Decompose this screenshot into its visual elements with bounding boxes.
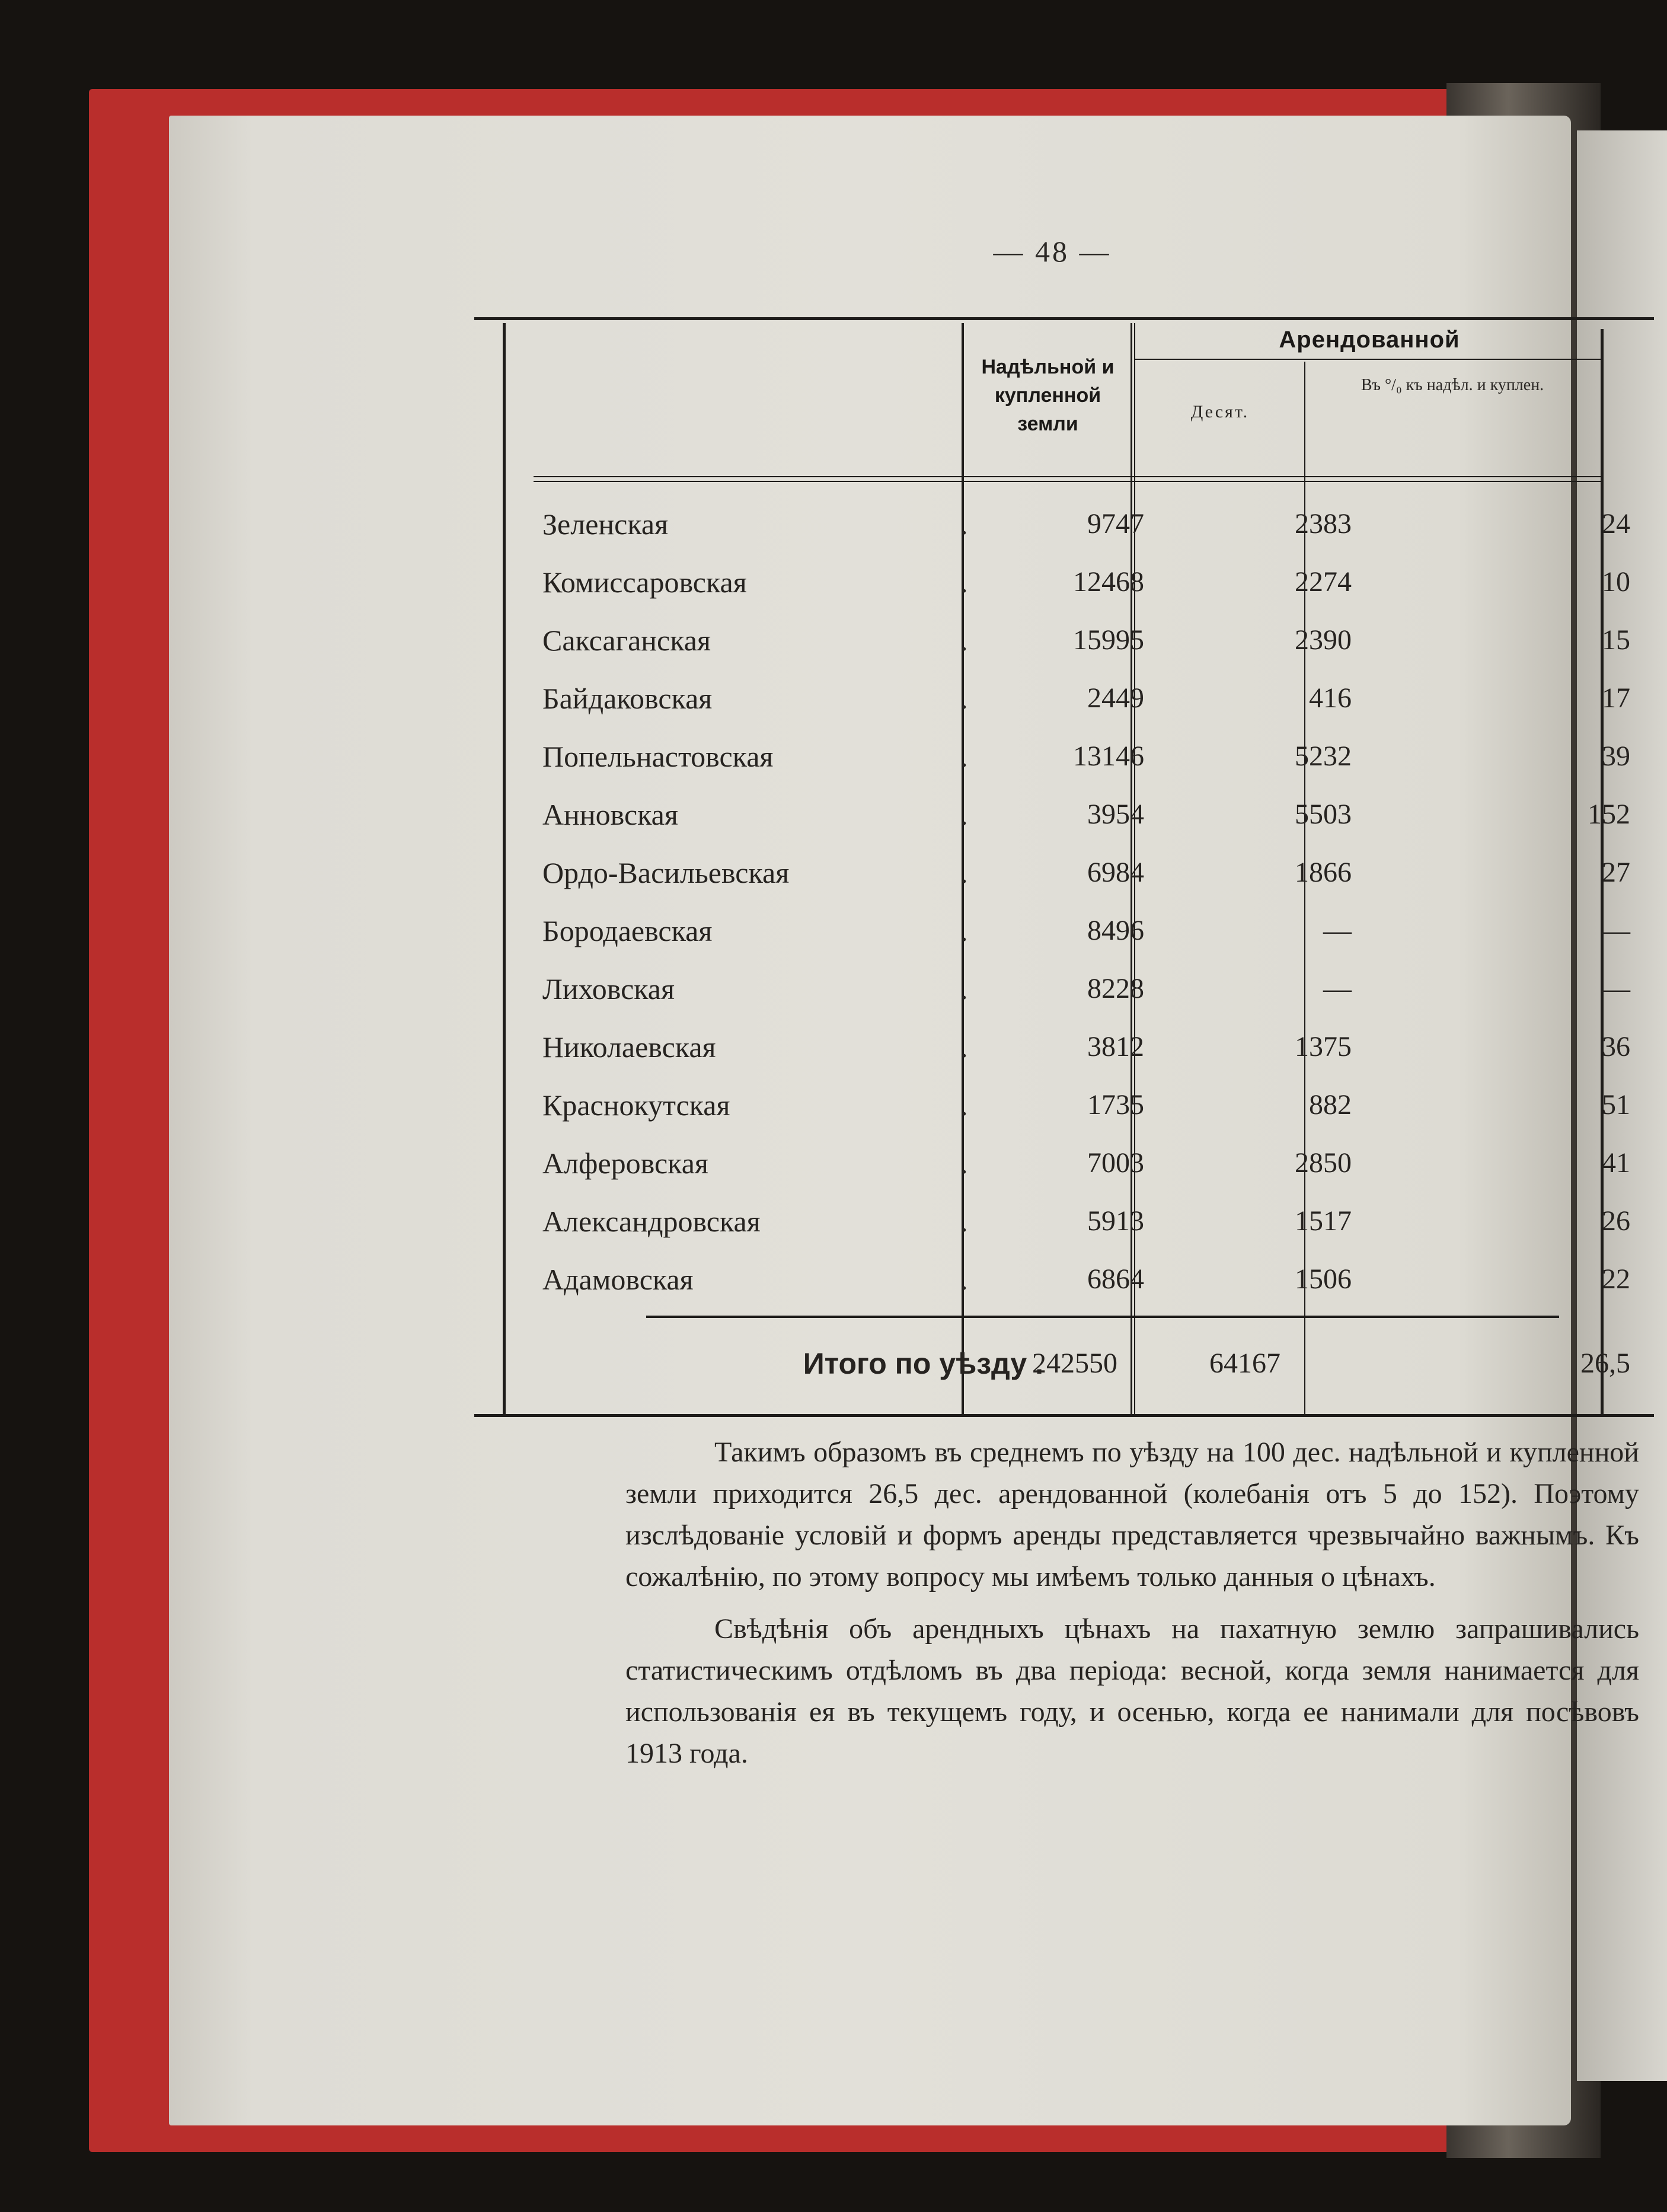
- own-land-value: 8228: [1087, 973, 1144, 1004]
- district-name: Комиссаровская: [542, 566, 747, 599]
- page-number: — 48 —: [993, 235, 1112, 268]
- rented-percent-value: 26: [1602, 1205, 1630, 1237]
- leader-dot: .: [960, 682, 968, 715]
- leader-dot: .: [960, 1147, 968, 1180]
- rented-desiat-value: 2274: [1295, 566, 1352, 598]
- total-own-value: 242550: [1032, 1348, 1117, 1379]
- own-land-value: 2449: [1087, 682, 1144, 714]
- district-name: Бородаевская: [542, 914, 713, 947]
- rented-desiat-value: 1506: [1295, 1263, 1352, 1295]
- total-percent-value: 26,5: [1580, 1348, 1630, 1379]
- district-name: Анновская: [542, 798, 678, 831]
- own-land-value: 6864: [1087, 1263, 1144, 1295]
- statistics-table: [474, 317, 1654, 1544]
- rented-desiat-value: 1866: [1295, 857, 1352, 888]
- rented-desiat-value: —: [1323, 915, 1352, 946]
- own-land-value: 3812: [1087, 1031, 1144, 1062]
- district-name: Саксаганская: [542, 624, 711, 657]
- rented-percent-value: 36: [1602, 1031, 1630, 1062]
- leader-dot: .: [960, 1030, 968, 1064]
- rented-percent-value: 41: [1602, 1147, 1630, 1179]
- rented-percent-value: 22: [1602, 1263, 1630, 1295]
- leader-dot: .: [960, 1263, 968, 1296]
- district-name: Попельнастовская: [542, 740, 774, 773]
- own-land-value: 3954: [1087, 799, 1144, 830]
- own-land-value: 6984: [1087, 857, 1144, 888]
- own-land-value: 1735: [1087, 1089, 1144, 1121]
- own-land-value: 9747: [1087, 508, 1144, 540]
- leader-dot: .: [960, 972, 968, 1006]
- leader-dot: .: [960, 1089, 968, 1122]
- rented-desiat-value: 416: [1309, 682, 1352, 714]
- paragraph: Такимъ образомъ въ среднемъ по уѣзду на 100 дес. надѣльной и купленной земли приходится 26,5 дес. арендованной (колебанія отъ 5 до 152). Поэтому изслѣдованіе условій и формъ аренды представляется чрезвычайно важнымъ. Къ сожалѣнію, по этому вопросу мы имѣемъ только данныя о цѣнахъ.: [625, 1437, 1639, 1592]
- table-row: [474, 1018, 1654, 1076]
- paragraph: Свѣдѣнія объ арендныхъ цѣнахъ на пахатную землю запрашивались статистическимъ отдѣломъ въ два періода: весной, когда земля нанимается для использованія ея въ текущемъ году, и осенью, когда ее нанимали для посѣвовъ 1913 года.: [625, 1613, 1639, 1769]
- table-row: [474, 1192, 1654, 1250]
- book-page: [169, 116, 1639, 2125]
- leader-dot: .: [960, 740, 968, 773]
- table-row: [474, 727, 1654, 786]
- own-land-value: 13146: [1073, 740, 1144, 772]
- district-name: Краснокутская: [542, 1089, 730, 1122]
- district-name: Николаевская: [542, 1030, 716, 1064]
- own-land-value: 15995: [1073, 624, 1144, 656]
- table-row: [474, 669, 1654, 727]
- table-top-rule: [474, 317, 1654, 320]
- leader-dot: .: [960, 507, 968, 541]
- rented-percent-value: 27: [1602, 857, 1630, 888]
- rented-desiat-value: 1517: [1295, 1205, 1352, 1237]
- rented-percent-value: 17: [1602, 682, 1630, 714]
- table-row: [474, 553, 1654, 611]
- header-desiat: Десят.: [1190, 402, 1250, 422]
- rented-percent-value: 51: [1602, 1089, 1630, 1121]
- table-row: [474, 786, 1654, 844]
- table-row: [474, 902, 1654, 960]
- rented-percent-value: 15: [1602, 624, 1630, 656]
- rented-percent-value: —: [1602, 973, 1630, 1004]
- header-rule-1: [534, 476, 1601, 477]
- district-name: Адамовская: [542, 1263, 694, 1296]
- rented-desiat-value: 5232: [1295, 740, 1352, 772]
- own-land-value: 8496: [1087, 915, 1144, 946]
- group-header-rule: [1135, 359, 1601, 360]
- rented-desiat-value: 5503: [1295, 799, 1352, 830]
- rented-desiat-value: 2850: [1295, 1147, 1352, 1179]
- total-label: Итого по уѣзду .: [803, 1347, 1043, 1380]
- total-rented-value: 64167: [1209, 1348, 1280, 1379]
- leader-dot: .: [960, 914, 968, 947]
- table-row: [474, 1134, 1654, 1192]
- header-percent: Въ °/₀ къ надѣл. и куплен.: [1361, 376, 1544, 394]
- district-name: Байдаковская: [542, 682, 713, 715]
- table-bottom-rule: [474, 1414, 1654, 1417]
- leader-dot: .: [960, 1205, 968, 1238]
- own-land-value: 12468: [1073, 566, 1144, 598]
- leader-dot: .: [960, 566, 968, 599]
- rented-percent-value: 24: [1602, 508, 1630, 540]
- district-name: Алферовская: [542, 1147, 708, 1180]
- own-land-value: 7003: [1087, 1147, 1144, 1179]
- rented-percent-value: —: [1602, 915, 1630, 946]
- district-name: Лиховская: [542, 972, 675, 1006]
- table-row: [474, 1076, 1654, 1134]
- rented-desiat-value: —: [1323, 973, 1352, 1004]
- total-rule: [646, 1316, 1559, 1318]
- district-name: Александровская: [542, 1205, 761, 1238]
- district-name: Ордо-Васильевская: [542, 856, 790, 889]
- table-row: [474, 611, 1654, 669]
- own-land-value: 5913: [1087, 1205, 1144, 1237]
- rented-desiat-value: 2390: [1295, 624, 1352, 656]
- leader-dot: .: [960, 856, 968, 889]
- body-text: [625, 1432, 1639, 1774]
- rented-desiat-value: 1375: [1295, 1031, 1352, 1062]
- district-name: Зеленская: [542, 507, 669, 541]
- rented-percent-value: 39: [1602, 740, 1630, 772]
- table-row: [474, 844, 1654, 902]
- leader-dot: .: [960, 798, 968, 831]
- table-row: [474, 960, 1654, 1018]
- leader-dot: .: [960, 624, 968, 657]
- rented-percent-value: 152: [1588, 799, 1630, 830]
- total-row: [474, 1328, 1654, 1399]
- header-rented-group: Арендованной: [1279, 327, 1460, 353]
- table-row: [474, 495, 1654, 553]
- rented-desiat-value: 2383: [1295, 508, 1352, 540]
- rented-percent-value: 10: [1602, 566, 1630, 598]
- table-row: [474, 1250, 1654, 1308]
- rented-desiat-value: 882: [1309, 1089, 1352, 1121]
- header-own-land: Надѣльной и купленной земли: [981, 356, 1114, 435]
- header-rule-2: [534, 481, 1601, 482]
